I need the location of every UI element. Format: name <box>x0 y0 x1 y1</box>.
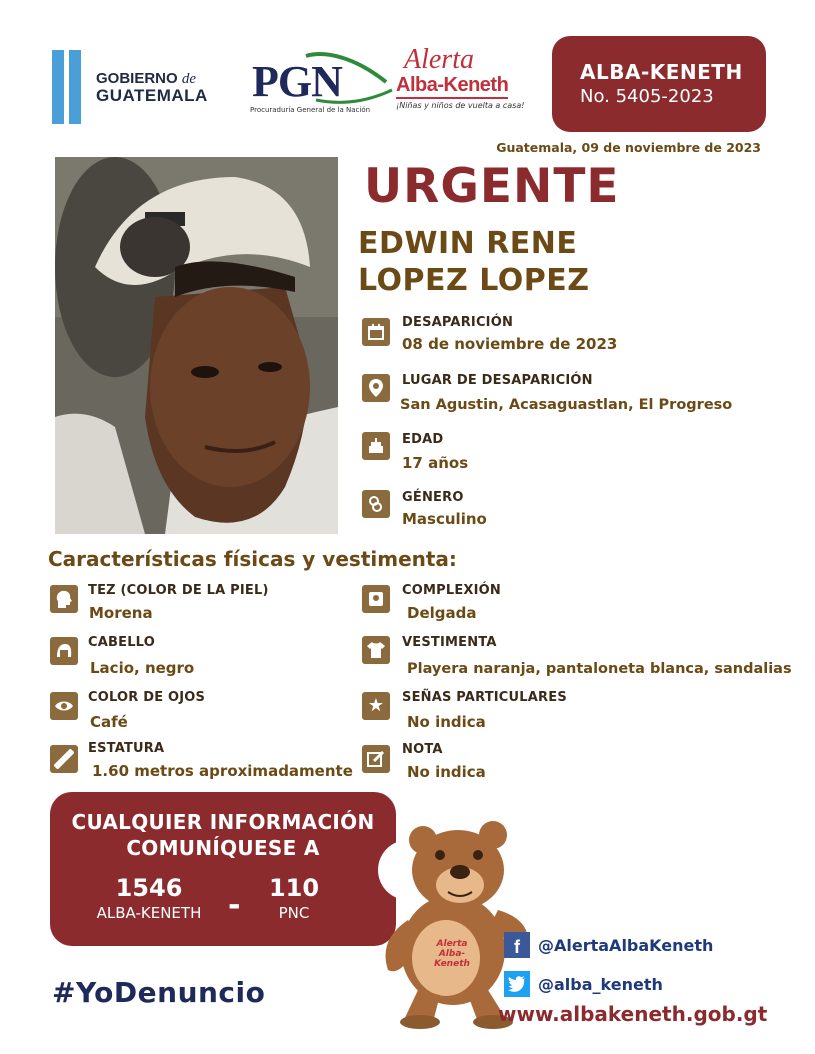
missing-person-photo <box>55 157 338 534</box>
alerta-tagline: ¡Niñas y niños de vuelta a casa! <box>396 101 525 110</box>
case-number-box <box>552 36 766 132</box>
person-name-line2: LOPEZ LOPEZ <box>358 263 590 298</box>
location-value: San Agustin, Acasaguastlan, El Progreso <box>400 397 733 413</box>
mascot-belly-text: Alerta Alba-Keneth <box>434 939 470 969</box>
clothing-value: Playera naranja, pantaloneta blanca, sandalias <box>407 661 792 677</box>
contact-line2: COMUNÍQUESE A <box>126 836 320 860</box>
phone-separator: - <box>228 888 241 923</box>
hair-icon <box>50 637 78 665</box>
location-pin-icon <box>362 374 390 402</box>
person-name-line1: EDWIN RENE <box>358 226 578 261</box>
eye-icon <box>50 692 78 720</box>
guatemala-text: GUATEMALA <box>96 86 208 105</box>
contact-box <box>50 792 396 946</box>
head-profile-icon <box>50 585 78 613</box>
eye-color-value: Café <box>90 713 128 731</box>
disappearance-date-value: 08 de noviembre de 2023 <box>402 335 618 353</box>
alerta-brand: Alba-Keneth <box>396 74 508 99</box>
alerta-alba-keneth-logo <box>396 44 536 114</box>
phone-pnc: 110 <box>268 874 320 902</box>
urgent-heading: URGENTE <box>364 159 620 214</box>
hair-label: CABELLO <box>88 635 155 650</box>
build-label: COMPLEXIÓN <box>402 583 502 598</box>
characteristics-heading: Características físicas y vestimenta: <box>48 547 457 571</box>
skin-tone-label: TEZ (COLOR DE LA PIEL) <box>88 583 269 598</box>
pgn-logo <box>246 50 396 116</box>
ruler-icon <box>50 745 78 773</box>
case-title: ALBA-KENETH <box>580 60 743 84</box>
alerta-word: Alerta <box>404 44 474 75</box>
hashtag-yodenuncio: #YoDenuncio <box>52 976 266 1009</box>
age-label: EDAD <box>402 432 444 447</box>
distinguishing-marks-value: No indica <box>407 713 486 731</box>
phone-alba-keneth-label: ALBA-KENETH <box>96 904 202 922</box>
disappearance-date-label: DESAPARICIÓN <box>402 315 514 330</box>
note-value: No indica <box>407 763 486 781</box>
note-edit-icon <box>362 745 390 773</box>
facebook-icon: f <box>504 932 530 958</box>
birthday-cake-icon <box>362 432 390 460</box>
gender-label: GÉNERO <box>402 490 464 505</box>
height-label: ESTATURA <box>88 741 165 756</box>
hair-value: Lacio, negro <box>90 659 195 677</box>
age-value: 17 años <box>402 454 469 472</box>
facebook-handle: @AlertaAlbaKeneth <box>538 935 714 955</box>
gobierno-guatemala-logo <box>52 48 232 126</box>
twitter-link[interactable] <box>504 971 663 997</box>
phone-alba-keneth: 1546 <box>115 874 183 902</box>
scale-icon <box>362 585 390 613</box>
gobierno-text: GOBIERNO <box>96 70 178 87</box>
note-label: NOTA <box>402 742 443 757</box>
gender-icon <box>362 490 390 518</box>
gender-value: Masculino <box>402 510 487 528</box>
twitter-handle: @alba_keneth <box>538 974 663 994</box>
shirt-icon <box>362 636 390 664</box>
phone-pnc-label: PNC <box>278 904 310 922</box>
build-value: Delgada <box>407 604 477 622</box>
website-link[interactable]: www.albakeneth.gob.gt <box>498 1002 768 1026</box>
flag-bars-icon <box>52 50 64 124</box>
date-line: Guatemala, 09 de noviembre de 2023 <box>496 140 761 155</box>
pgn-logo-text: PGN <box>252 57 342 106</box>
location-label: LUGAR DE DESAPARICIÓN <box>402 373 593 388</box>
clothing-label: VESTIMENTA <box>402 635 497 650</box>
case-number: No. 5405-2023 <box>580 86 714 107</box>
eye-color-label: COLOR DE OJOS <box>88 690 206 705</box>
contact-line1: CUALQUIER INFORMACIÓN <box>71 810 375 834</box>
star-icon: ★ <box>362 692 390 720</box>
person-photo-illustration <box>55 157 338 534</box>
skin-tone-value: Morena <box>89 604 153 622</box>
gobierno-de-text: de <box>181 71 197 87</box>
twitter-icon <box>504 971 530 997</box>
facebook-link[interactable] <box>504 932 713 958</box>
distinguishing-marks-label: SEÑAS PARTICULARES <box>402 690 567 705</box>
height-value: 1.60 metros aproximadamente <box>92 762 353 780</box>
calendar-icon <box>362 318 390 346</box>
pgn-caption: Procuraduría General de la Nación <box>250 106 371 114</box>
